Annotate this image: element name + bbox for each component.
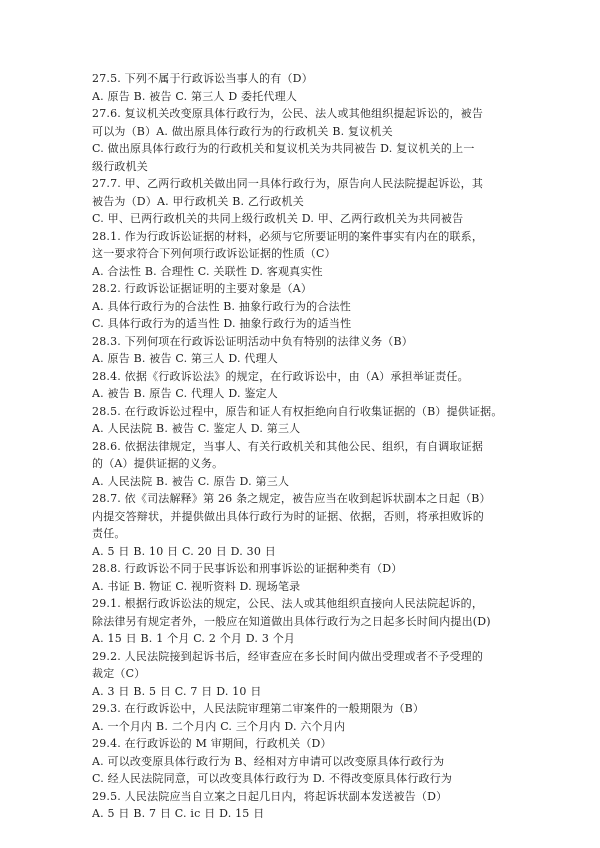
answer-options-line: A. 被告 B. 原告 C. 代理人 D. 鉴定人: [92, 387, 278, 400]
question-line: 29.1. 根据行政诉讼法的规定，公民、法人或其他组织直接向人民法院起诉的，: [92, 597, 484, 610]
answer-options-line: A. 合法性 B. 合理性 C. 关联性 D. 客观真实性: [92, 264, 323, 278]
question-line: 被告为（D）A. 甲行政机关 B. 乙行政机关: [92, 194, 304, 208]
question-line: 29.4. 在行政诉讼的 M 审期间，行政机关（D）: [92, 737, 332, 750]
answer-options-line: A. 5 日 B. 7 日 C. ic 日 D. 15 日: [92, 807, 265, 820]
question-line: 27.6. 复议机关改变原具体行政行为，公民、法人或其他组织提起诉讼的，被告: [92, 107, 484, 120]
answer-options-line: C. 具体行政行为的适当性 D. 抽象行政行为的适当性: [92, 317, 352, 330]
question-line: 28.3. 下列何项在行政诉讼证明活动中负有特别的法律义务（B）: [92, 334, 413, 348]
question-line: 29.3. 在行政诉讼中，人民法院审理第二审案件的一般期限为（B）: [92, 702, 425, 715]
question-line: 除法律另有规定者外，一般应在知道做出具体行政行为之日起多长时间内提出(D): [92, 614, 491, 628]
question-line: 28.8. 行政诉讼不同于民事诉讼和刑事诉讼的证据种类有（D）: [92, 562, 403, 575]
answer-options-line: A. 15 日 B. 1 个月 C. 2 个月 D. 3 个月: [92, 632, 296, 645]
question-line: 28.5. 在行政诉讼过程中，原告和证人有权拒绝向自行收集证据的（B）提供证据。: [92, 404, 503, 418]
question-line: 29.2. 人民法院接到起诉书后，经审查应在多长时间内做出受理或者不予受理的: [92, 649, 484, 663]
question-line: 28.2. 行政诉讼证据证明的主要对象是（A）: [92, 282, 313, 295]
question-line: 的（A）提供证据的义务。: [92, 457, 224, 470]
question-line: 责任。: [92, 527, 126, 540]
question-line: 27.5. 下列不属于行政诉讼当事人的有（D）: [92, 72, 313, 85]
question-line: 27.7. 甲、乙两行政机关做出同一具体行政行为，原告向人民法院提起诉讼，其: [92, 177, 484, 190]
answer-options-line: A. 3 日 B. 5 日 C. 7 日 D. 10 日: [92, 684, 262, 698]
question-line: 28.4. 依据《行政诉讼法》的规定，在行政诉讼中，由（A）承担举证责任。: [92, 369, 469, 383]
answer-options-line: A. 具体行政行为的合法性 B. 抽象行政行为的合法性: [92, 299, 351, 313]
question-line: 28.6. 依据法律规定，当事人、有关行政机关和其他公民、组织，有自调取证据: [92, 439, 484, 453]
answer-options-line: C. 经人民法院同意，可以改变具体行政行为 D. 不得改变原具体行政行为: [92, 772, 453, 785]
question-line: 裁定（C）: [92, 667, 146, 680]
question-line: 内提交答辩状，并提供做出具体行政行为时的证据、依据，否则，将承担败诉的: [92, 509, 484, 523]
answer-options-line: A. 人民法院 B. 被告 C. 原告 D. 第三人: [92, 474, 290, 488]
answer-options-line: A. 人民法院 B. 被告 C. 鉴定人 D. 第三人: [92, 422, 301, 435]
question-line: 可以为（B）A. 做出原具体行政行为的行政机关 B. 复议机关: [92, 124, 393, 138]
question-line: 28.7. 依《司法解释》第 26 条之规定，被告应当在收到起诉状副本之日起（B）: [92, 492, 491, 505]
answer-options-line: A. 可以改变原具体行政行为 B、经相对方申请可以改变原具体行政行为: [92, 754, 445, 768]
question-line: 这一要求符合下列何项行政诉讼证据的性质（C）: [92, 247, 336, 260]
answer-options-line: A. 5 日 B. 10 日 C. 20 日 D. 30 日: [92, 544, 276, 558]
question-line: 28.1. 作为行政诉讼证据的材料，必须与它所要证明的案件事实有内在的联系，: [92, 229, 484, 243]
question-line: 29.5. 人民法院应当自立案之日起几日内，将起诉状副本发送被告（D）: [92, 789, 448, 803]
answer-options-line: C. 甲、已两行政机关的共同上级行政机关 D. 甲、乙两行政机关为共同被告: [92, 212, 464, 225]
answer-options-line: A. 一个月内 B. 二个月内 C. 三个月内 D. 六个月内: [92, 719, 346, 733]
answer-options-line: 级行政机关: [92, 159, 148, 173]
answer-options-line: A. 书证 B. 物证 C. 视听资料 D. 现场笔录: [92, 579, 301, 593]
answer-options-line: A. 原告 B. 被告 C. 第三人 D 委托代理人: [92, 89, 298, 103]
answer-options-line: C. 做出原具体行政行为的行政机关和复议机关为共同被告 D. 复议机关的上一: [92, 142, 475, 155]
answer-options-line: A. 原告 B. 被告 C. 第三人 D. 代理人: [92, 352, 278, 365]
document-body: [92, 70, 522, 823]
